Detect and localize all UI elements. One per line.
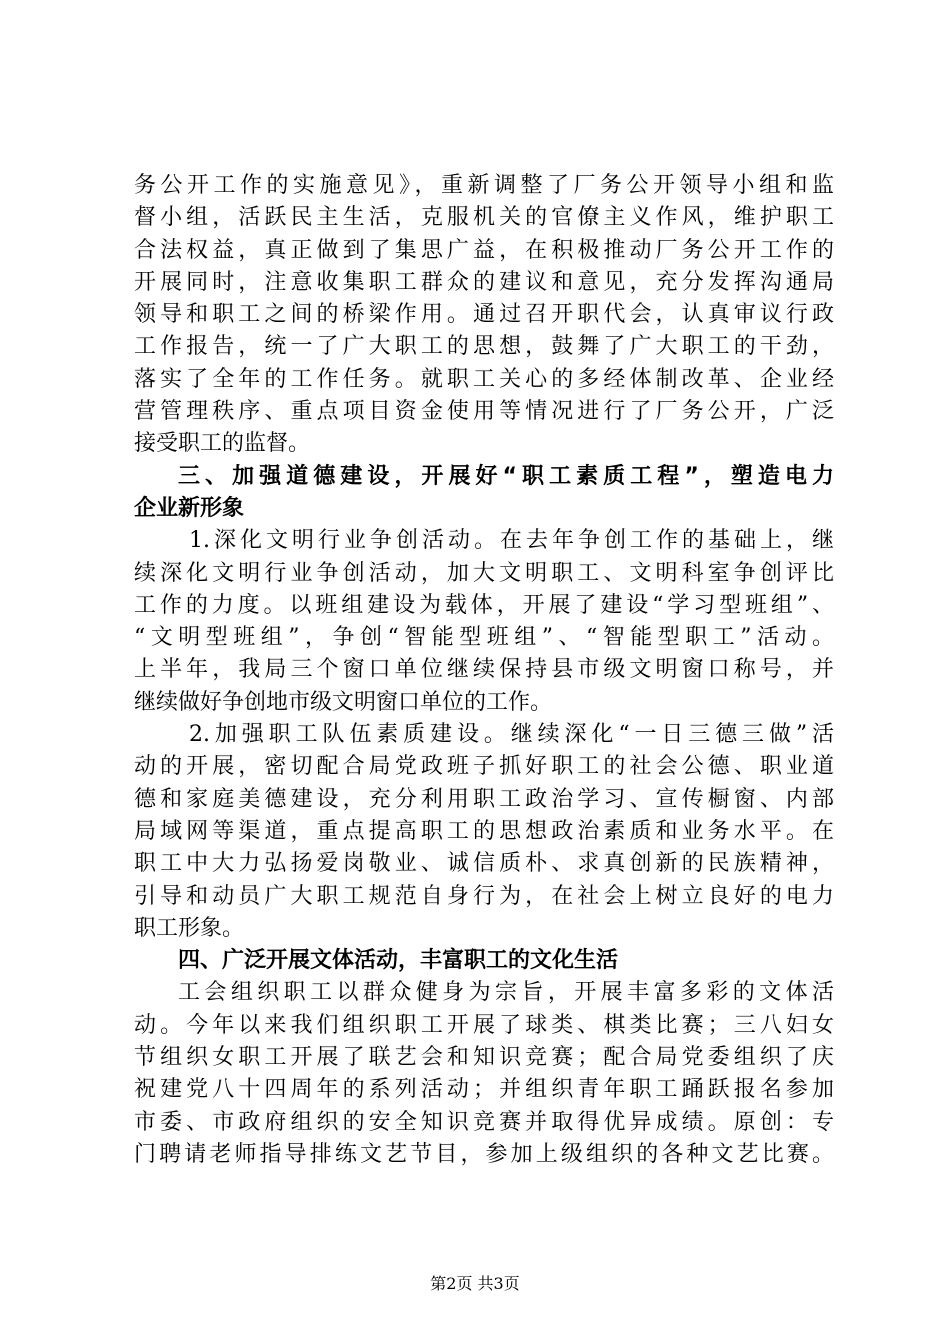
paragraph-line: 节组织女职工开展了联艺会和知识竞赛；配合局党委组织了庆 [134, 1045, 834, 1071]
paragraph-line: 继续做好争创地市级文明窗口单位的工作。 [134, 689, 553, 715]
paragraph-line: 上半年，我局三个窗口单位继续保持县市级文明窗口称号，并 [134, 657, 834, 683]
paragraph-line: 动的开展，密切配合局党政班子抓好职工的社会公德、职业道 [134, 754, 834, 780]
document-body [134, 170, 834, 1171]
paragraph-line: 职工形象。 [134, 915, 245, 941]
paragraph-line: 祝建党八十四周年的系列活动；并组织青年职工踊跃报名参加 [134, 1077, 834, 1103]
paragraph-line: 职工中大力弘扬爱岗敬业、诚信质朴、求真创新的民族精神， [134, 851, 834, 877]
paragraph-line: 领导和职工之间的桥梁作用。通过召开职代会，认真审议行政 [134, 302, 834, 328]
paragraph-line: 动。今年以来我们组织职工开展了球类、棋类比赛；三八妇女 [134, 1012, 834, 1038]
paragraph-line: 引导和动员广大职工规范自身行为，在社会上树立良好的电力 [134, 883, 834, 909]
paragraph-line: 1.深化文明行业争创活动。在去年争创工作的基础上，继 [189, 528, 834, 554]
paragraph-line: 落实了全年的工作任务。就职工关心的多经体制改革、企业经 [134, 366, 834, 392]
paragraph-line: 接受职工的监督。 [134, 431, 311, 457]
paragraph-line: 合法权益，真正做到了集思广益，在积极推动厂务公开工作的 [134, 237, 834, 263]
paragraph-line: 续深化文明行业争创活动，加大文明职工、文明科室争创评比 [134, 560, 834, 586]
section-heading-4: 四、广泛开展文体活动，丰富职工的文化生活 [178, 948, 619, 974]
paragraph-line: 工会组织职工以群众健身为宗旨，开展丰富多彩的文体活 [178, 980, 834, 1006]
paragraph-line: 局域网等渠道，重点提高职工的思想政治素质和业务水平。在 [134, 818, 834, 844]
paragraph-line: 2.加强职工队伍素质建设。继续深化“一日三德三做”活 [189, 722, 834, 748]
paragraph-line: “文明型班组”，争创“智能型班组”、“智能型职工”活动。 [134, 625, 834, 651]
paragraph-line: 开展同时，注意收集职工群众的建议和意见，充分发挥沟通局 [134, 269, 834, 295]
paragraph-line: 营管理秩序、重点项目资金使用等情况进行了厂务公开，广泛 [134, 399, 834, 425]
paragraph-line: 市委、市政府组织的安全知识竞赛并取得优异成绩。原创：专 [134, 1109, 834, 1135]
page-footer [0, 1271, 950, 1294]
paragraph-line: 德和家庭美德建设，充分利用职工政治学习、宣传橱窗、内部 [134, 786, 834, 812]
section-heading-3-cont: 企业新形象 [134, 495, 245, 521]
paragraph-line: 工作的力度。以班组建设为载体，开展了建设“学习型班组”、 [134, 592, 834, 618]
page-number-label: 第2页 共3页 [430, 1274, 520, 1293]
paragraph-line: 督小组，活跃民主生活，克服机关的官僚主义作风，维护职工 [134, 205, 834, 231]
paragraph-line: 门聘请老师指导排练文艺节目，参加上级组织的各种文艺比赛。 [134, 1141, 834, 1167]
paragraph-line: 工作报告，统一了广大职工的思想，鼓舞了广大职工的干劲， [134, 334, 834, 360]
section-heading-3: 三、加强道德建设，开展好“职工素质工程”，塑造电力 [178, 463, 834, 489]
paragraph-line: 务公开工作的实施意见》，重新调整了厂务公开领导小组和监 [134, 173, 834, 198]
